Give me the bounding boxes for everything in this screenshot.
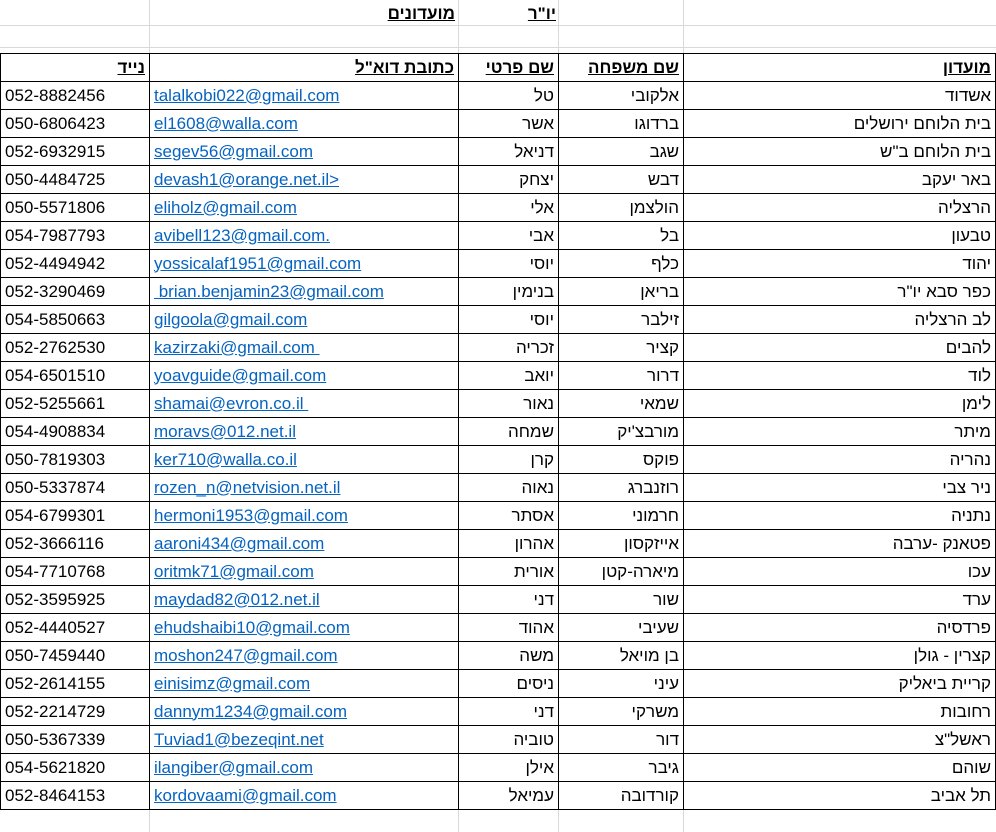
email-link[interactable]: shamai@evron.co.il bbox=[154, 393, 309, 413]
table-row bbox=[1, 166, 996, 194]
table-row bbox=[1, 670, 996, 698]
phone-cell[interactable]: 052-4494942 bbox=[1, 250, 150, 278]
first-name-cell[interactable]: אבי bbox=[459, 222, 559, 250]
email-link[interactable]: einisimz@gmail.com bbox=[154, 673, 311, 693]
email-link[interactable]: moravs@012.net.il bbox=[154, 421, 296, 441]
phone-cell[interactable]: 052-2614155 bbox=[1, 670, 150, 698]
phone-cell[interactable]: 050-5337874 bbox=[1, 474, 150, 502]
phone-cell[interactable]: 052-2762530 bbox=[1, 334, 150, 362]
club-cell[interactable]: פטאנק -ערבה bbox=[684, 530, 996, 558]
email-cell[interactable] bbox=[150, 474, 459, 502]
club-cell[interactable]: טבעון bbox=[684, 222, 996, 250]
club-cell[interactable]: שוהם bbox=[684, 754, 996, 782]
last-name-cell[interactable]: משרקי bbox=[559, 698, 684, 726]
last-name-cell[interactable]: שמאי bbox=[559, 390, 684, 418]
last-name-cell[interactable]: חרמוני bbox=[559, 502, 684, 530]
last-name-cell[interactable]: מורבצ'יק bbox=[559, 418, 684, 446]
last-name-cell[interactable]: עיני bbox=[559, 670, 684, 698]
first-name-cell[interactable]: ניסים bbox=[459, 670, 559, 698]
first-name-cell[interactable]: דניאל bbox=[459, 138, 559, 166]
phone-cell[interactable]: 050-6806423 bbox=[1, 110, 150, 138]
club-cell[interactable]: נתניה bbox=[684, 502, 996, 530]
table-row bbox=[1, 390, 996, 418]
email-cell[interactable] bbox=[150, 194, 459, 222]
table-row bbox=[1, 418, 996, 446]
table-row bbox=[1, 194, 996, 222]
club-cell[interactable]: בית הלוחם ירושלים bbox=[684, 110, 996, 138]
last-name-cell[interactable]: שגב bbox=[559, 138, 684, 166]
first-name-cell[interactable]: אילן bbox=[459, 754, 559, 782]
email-cell[interactable] bbox=[150, 306, 459, 334]
phone-cell[interactable]: 054-7987793 bbox=[1, 222, 150, 250]
gridline bbox=[0, 47, 996, 48]
email-cell[interactable] bbox=[150, 782, 459, 810]
phone-cell[interactable]: 050-7459440 bbox=[1, 642, 150, 670]
table-row bbox=[1, 698, 996, 726]
first-name-cell[interactable]: משה bbox=[459, 642, 559, 670]
email-cell[interactable] bbox=[150, 250, 459, 278]
table-row bbox=[1, 642, 996, 670]
first-name-cell[interactable]: אהוד bbox=[459, 614, 559, 642]
email-link[interactable]: gilgoola@gmail.com bbox=[154, 309, 308, 329]
first-name-cell[interactable]: בנימין bbox=[459, 278, 559, 306]
email-cell[interactable] bbox=[150, 614, 459, 642]
email-link[interactable]: oritmk71@gmail.com bbox=[154, 561, 314, 581]
phone-cell[interactable]: 052-6932915 bbox=[1, 138, 150, 166]
email-link[interactable]: segev56@gmail.com bbox=[154, 141, 313, 161]
email-link[interactable]: ker710@walla.co.il bbox=[154, 449, 297, 469]
first-name-cell[interactable]: נאור bbox=[459, 390, 559, 418]
last-name-cell[interactable]: בל bbox=[559, 222, 684, 250]
phone-cell[interactable]: 054-5621820 bbox=[1, 754, 150, 782]
last-name-cell[interactable]: כלף bbox=[559, 250, 684, 278]
table-row bbox=[1, 474, 996, 502]
last-name-cell[interactable]: קציר bbox=[559, 334, 684, 362]
email-link[interactable]: moshon247@gmail.com bbox=[154, 645, 338, 665]
club-cell[interactable]: פרדסיה bbox=[684, 614, 996, 642]
phone-cell[interactable]: 052-8464153 bbox=[1, 782, 150, 810]
email-link[interactable]: dannym1234@gmail.com bbox=[154, 701, 348, 721]
first-name-cell[interactable]: זכריה bbox=[459, 334, 559, 362]
email-cell[interactable] bbox=[150, 698, 459, 726]
last-name-cell[interactable]: אייזקסון bbox=[559, 530, 684, 558]
header-row bbox=[1, 54, 996, 82]
email-cell[interactable] bbox=[150, 334, 459, 362]
first-name-cell[interactable]: יצחק bbox=[459, 166, 559, 194]
last-name-cell[interactable]: מיארה-קטן bbox=[559, 558, 684, 586]
header-club[interactable]: מועדון bbox=[684, 54, 996, 82]
phone-cell[interactable]: 052-3290469 bbox=[1, 278, 150, 306]
email-link[interactable]: brian.benjamin23@gmail.com bbox=[154, 281, 384, 301]
last-name-cell[interactable]: שעיבי bbox=[559, 614, 684, 642]
club-cell[interactable]: ניר צבי bbox=[684, 474, 996, 502]
email-cell[interactable] bbox=[150, 670, 459, 698]
club-cell[interactable]: לימן bbox=[684, 390, 996, 418]
phone-cell[interactable]: 052-3666116 bbox=[1, 530, 150, 558]
clubs-title[interactable]: מועדונים bbox=[387, 4, 455, 23]
email-link[interactable]: Tuviad1@bezeqint.net bbox=[154, 729, 324, 749]
email-cell[interactable] bbox=[150, 446, 459, 474]
table-row bbox=[1, 362, 996, 390]
email-link[interactable]: ilangiber@gmail.com bbox=[154, 757, 313, 777]
last-name-cell[interactable]: דרור bbox=[559, 362, 684, 390]
header-first-name[interactable]: שם פרטי bbox=[459, 54, 559, 82]
table-row bbox=[1, 782, 996, 810]
first-name-cell[interactable]: אסתר bbox=[459, 502, 559, 530]
email-cell[interactable] bbox=[150, 110, 459, 138]
email-cell[interactable] bbox=[150, 418, 459, 446]
email-link[interactable]: eliholz@gmail.com bbox=[154, 197, 297, 217]
email-cell[interactable] bbox=[150, 82, 459, 110]
email-link[interactable]: rozen_n@netvision.net.il bbox=[154, 477, 341, 497]
email-cell[interactable] bbox=[150, 390, 459, 418]
email-cell[interactable] bbox=[150, 166, 459, 194]
email-link[interactable]: talalkobi022@gmail.com bbox=[154, 85, 340, 105]
header-phone[interactable]: נייד bbox=[1, 54, 150, 82]
club-cell[interactable]: ערד bbox=[684, 586, 996, 614]
phone-cell[interactable]: 052-5255661 bbox=[1, 390, 150, 418]
email-cell[interactable] bbox=[150, 278, 459, 306]
email-link[interactable]: avibell123@gmail.com. bbox=[154, 225, 331, 245]
last-name-cell[interactable]: בריאן bbox=[559, 278, 684, 306]
email-link[interactable]: el1608@walla.com bbox=[154, 113, 298, 133]
table-row bbox=[1, 306, 996, 334]
club-cell[interactable]: להבים bbox=[684, 334, 996, 362]
header-last-name[interactable]: שם משפחה bbox=[559, 54, 684, 82]
phone-cell[interactable]: 054-7710768 bbox=[1, 558, 150, 586]
email-link[interactable]: yossicalaf1951@gmail.com bbox=[154, 253, 362, 273]
phone-cell[interactable]: 050-5367339 bbox=[1, 726, 150, 754]
last-name-cell[interactable]: קורדובה bbox=[559, 782, 684, 810]
phone-cell[interactable]: 052-2214729 bbox=[1, 698, 150, 726]
first-name-cell[interactable]: קרן bbox=[459, 446, 559, 474]
club-cell[interactable]: כפר סבא יו"ר bbox=[684, 278, 996, 306]
email-link[interactable]: hermoni1953@gmail.com bbox=[154, 505, 348, 525]
email-cell[interactable] bbox=[150, 530, 459, 558]
last-name-cell[interactable]: זילבר bbox=[559, 306, 684, 334]
club-cell[interactable]: יהוד bbox=[684, 250, 996, 278]
table-row bbox=[1, 250, 996, 278]
club-cell[interactable]: תל אביב bbox=[684, 782, 996, 810]
last-name-cell[interactable]: רוזנברג bbox=[559, 474, 684, 502]
email-cell[interactable] bbox=[150, 586, 459, 614]
first-name-cell[interactable]: שמחה bbox=[459, 418, 559, 446]
email-link[interactable]: aaroni434@gmail.com bbox=[154, 533, 325, 553]
email-cell[interactable] bbox=[150, 642, 459, 670]
email-link[interactable]: kordovaami@gmail.com bbox=[154, 785, 337, 805]
table-row bbox=[1, 586, 996, 614]
club-cell[interactable]: רחובות bbox=[684, 698, 996, 726]
club-cell[interactable]: קריית ביאליק bbox=[684, 670, 996, 698]
email-cell[interactable] bbox=[150, 502, 459, 530]
email-cell[interactable] bbox=[150, 222, 459, 250]
phone-cell[interactable]: 054-6799301 bbox=[1, 502, 150, 530]
table-row bbox=[1, 502, 996, 530]
email-link[interactable]: yoavguide@gmail.com bbox=[154, 365, 327, 385]
first-name-cell[interactable]: עמיאל bbox=[459, 782, 559, 810]
last-name-cell[interactable]: הולצמן bbox=[559, 194, 684, 222]
first-name-cell[interactable]: יואב bbox=[459, 362, 559, 390]
club-cell[interactable]: עכו bbox=[684, 558, 996, 586]
last-name-cell[interactable]: גיבר bbox=[559, 754, 684, 782]
club-cell[interactable]: אשדוד bbox=[684, 82, 996, 110]
last-name-cell[interactable]: דבש bbox=[559, 166, 684, 194]
club-cell[interactable]: נהריה bbox=[684, 446, 996, 474]
email-cell[interactable] bbox=[150, 558, 459, 586]
club-cell[interactable]: קצרין - גולן bbox=[684, 642, 996, 670]
first-name-cell[interactable]: יוסי bbox=[459, 250, 559, 278]
table-row bbox=[1, 726, 996, 754]
club-cell[interactable]: לב הרצליה bbox=[684, 306, 996, 334]
email-link[interactable]: kazirzaki@gmail.com bbox=[154, 337, 320, 357]
email-link[interactable]: ehudshaibi10@gmail.com bbox=[154, 617, 350, 637]
club-cell[interactable]: ראשל"צ bbox=[684, 726, 996, 754]
table-row bbox=[1, 446, 996, 474]
chair-title[interactable]: יו"ר bbox=[527, 4, 556, 23]
header-email[interactable]: כתובת דוא"ל bbox=[150, 54, 459, 82]
first-name-cell[interactable]: אורית bbox=[459, 558, 559, 586]
phone-cell[interactable]: 050-5571806 bbox=[1, 194, 150, 222]
first-name-cell[interactable]: טל bbox=[459, 82, 559, 110]
first-name-cell[interactable]: יוסי bbox=[459, 306, 559, 334]
table-row bbox=[1, 334, 996, 362]
last-name-cell[interactable]: דור bbox=[559, 726, 684, 754]
phone-cell[interactable]: 054-4908834 bbox=[1, 418, 150, 446]
phone-cell[interactable]: 054-6501510 bbox=[1, 362, 150, 390]
club-cell[interactable]: הרצליה bbox=[684, 194, 996, 222]
table-row bbox=[1, 754, 996, 782]
club-cell[interactable]: בית הלוחם ב"ש bbox=[684, 138, 996, 166]
first-name-cell[interactable]: אהרון bbox=[459, 530, 559, 558]
table-row bbox=[1, 222, 996, 250]
phone-cell[interactable]: 054-5850663 bbox=[1, 306, 150, 334]
contacts-table bbox=[0, 53, 996, 810]
first-name-cell[interactable]: נאוה bbox=[459, 474, 559, 502]
phone-cell[interactable]: 052-8882456 bbox=[1, 82, 150, 110]
last-name-cell[interactable]: אלקובי bbox=[559, 82, 684, 110]
phone-cell[interactable]: 050-7819303 bbox=[1, 446, 150, 474]
first-name-cell[interactable]: דני bbox=[459, 586, 559, 614]
table-row bbox=[1, 614, 996, 642]
table-row bbox=[1, 558, 996, 586]
table-row bbox=[1, 278, 996, 306]
club-cell[interactable]: מיתר bbox=[684, 418, 996, 446]
email-link[interactable]: maydad82@012.net.il bbox=[154, 589, 320, 609]
first-name-cell[interactable]: אשר bbox=[459, 110, 559, 138]
first-name-cell[interactable]: טוביה bbox=[459, 726, 559, 754]
table-row bbox=[1, 138, 996, 166]
last-name-cell[interactable]: ברדוגו bbox=[559, 110, 684, 138]
table-row bbox=[1, 110, 996, 138]
table-row bbox=[1, 530, 996, 558]
email-cell[interactable] bbox=[150, 138, 459, 166]
email-cell[interactable] bbox=[150, 754, 459, 782]
last-name-cell[interactable]: פוקס bbox=[559, 446, 684, 474]
last-name-cell[interactable]: בן מויאל bbox=[559, 642, 684, 670]
email-cell[interactable] bbox=[150, 362, 459, 390]
email-cell[interactable] bbox=[150, 726, 459, 754]
first-name-cell[interactable]: דני bbox=[459, 698, 559, 726]
email-link[interactable]: devash1@orange.net.il> bbox=[154, 169, 340, 189]
first-name-cell[interactable]: אלי bbox=[459, 194, 559, 222]
phone-cell[interactable]: 050-4484725 bbox=[1, 166, 150, 194]
phone-cell[interactable]: 052-4440527 bbox=[1, 614, 150, 642]
last-name-cell[interactable]: שור bbox=[559, 586, 684, 614]
phone-cell[interactable]: 052-3595925 bbox=[1, 586, 150, 614]
club-cell[interactable]: לוד bbox=[684, 362, 996, 390]
club-cell[interactable]: באר יעקב bbox=[684, 166, 996, 194]
table-row bbox=[1, 82, 996, 110]
